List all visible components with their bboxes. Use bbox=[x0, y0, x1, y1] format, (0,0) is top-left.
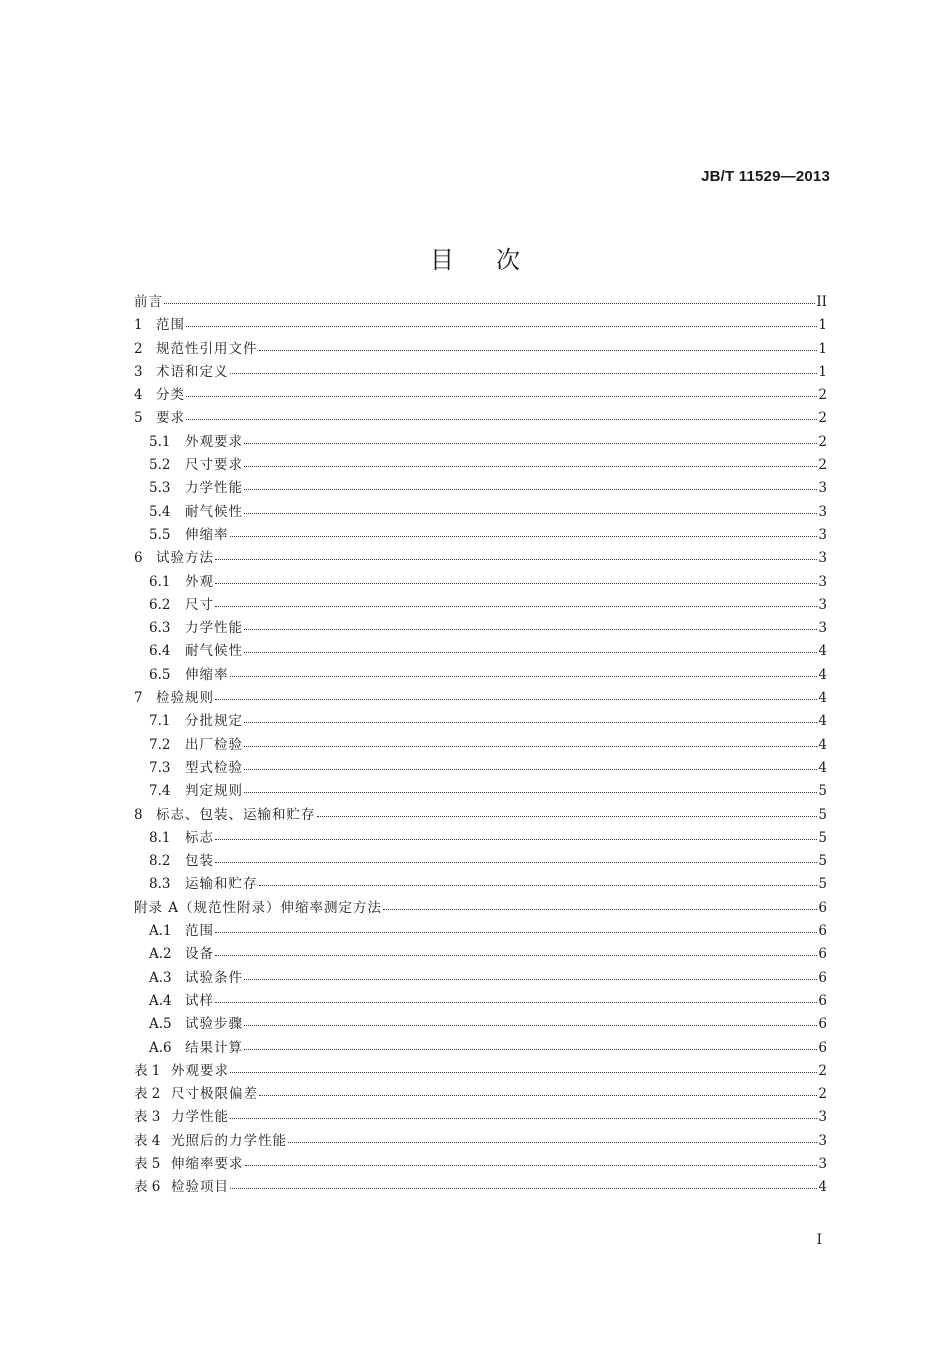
toc-leader-dots bbox=[164, 303, 815, 304]
toc-entry-number: 7.2 bbox=[149, 736, 171, 753]
toc-entry-page: 3 bbox=[818, 1109, 827, 1126]
toc-entry-label: 试验条件 bbox=[185, 969, 243, 986]
toc-entry[interactable] bbox=[134, 804, 827, 827]
toc-entry[interactable] bbox=[134, 338, 827, 361]
toc-entry-label: 外观要求 bbox=[185, 433, 243, 450]
toc-entry-page: 3 bbox=[818, 1155, 827, 1172]
toc-leader-dots bbox=[230, 373, 818, 374]
toc-entry-page: 4 bbox=[818, 1179, 827, 1196]
toc-leader-dots bbox=[259, 885, 818, 886]
toc-entry-page: 3 bbox=[818, 1132, 827, 1149]
toc-entry-page: 2 bbox=[818, 387, 827, 404]
toc-title: 目次 bbox=[430, 246, 562, 274]
toc-entry[interactable] bbox=[134, 1083, 827, 1106]
toc-entry[interactable] bbox=[134, 384, 827, 407]
toc-entry-number: 2 bbox=[134, 340, 143, 357]
toc-entry[interactable] bbox=[134, 990, 827, 1013]
toc-entry-page: 3 bbox=[818, 596, 827, 613]
toc-entry-label: 检验项目 bbox=[171, 1179, 229, 1196]
toc-entry-label: 运输和贮存 bbox=[185, 876, 258, 893]
toc-entry-label: 范围 bbox=[156, 317, 185, 334]
toc-entry-number: 6.5 bbox=[149, 666, 171, 683]
toc-entry-label: 检验规则 bbox=[156, 690, 214, 707]
toc-leader-dots bbox=[244, 489, 817, 490]
toc-entry[interactable] bbox=[134, 664, 827, 687]
toc-entry-number: 表 2 bbox=[134, 1086, 161, 1103]
toc-leader-dots bbox=[186, 396, 817, 397]
toc-entry-number: A.5 bbox=[149, 1016, 172, 1033]
toc-entry-label: 附录 A（规范性附录）伸缩率测定方法 bbox=[134, 899, 383, 916]
toc-entry-label: 尺寸 bbox=[185, 596, 214, 613]
toc-leader-dots bbox=[215, 559, 817, 560]
toc-entry-number: 8.1 bbox=[149, 829, 171, 846]
toc-entry-number: 7.1 bbox=[149, 713, 171, 730]
toc-entry[interactable] bbox=[134, 1013, 827, 1036]
toc-entry-label: 试样 bbox=[185, 992, 214, 1009]
toc-entry-page: 6 bbox=[818, 992, 827, 1009]
toc-entry-page: 4 bbox=[818, 713, 827, 730]
toc-entry-page: 6 bbox=[818, 923, 827, 940]
toc-entry[interactable] bbox=[134, 524, 827, 547]
toc-entry[interactable] bbox=[134, 547, 827, 570]
toc-entry-page: 3 bbox=[818, 620, 827, 637]
toc-entry[interactable] bbox=[134, 1176, 827, 1199]
toc-entry-page: 5 bbox=[818, 783, 827, 800]
toc-entry-number: A.4 bbox=[149, 992, 172, 1009]
toc-entry[interactable] bbox=[134, 827, 827, 850]
toc-entry[interactable] bbox=[134, 780, 827, 803]
toc-entry[interactable] bbox=[134, 407, 827, 430]
toc-entry[interactable] bbox=[134, 431, 827, 454]
toc-leader-dots bbox=[215, 606, 817, 607]
toc-entry-page: 5 bbox=[818, 829, 827, 846]
toc-leader-dots bbox=[317, 816, 818, 817]
table-of-contents bbox=[134, 291, 827, 1200]
toc-entry-label: 规范性引用文件 bbox=[156, 340, 258, 357]
toc-entry-number: 5.5 bbox=[149, 526, 171, 543]
toc-entry-number: 8 bbox=[134, 806, 143, 823]
toc-entry-label: 出厂检验 bbox=[185, 736, 243, 753]
toc-entry[interactable] bbox=[134, 943, 827, 966]
toc-entry-page: 2 bbox=[818, 410, 827, 427]
toc-entry-page: 3 bbox=[818, 550, 827, 567]
toc-entry-page: 3 bbox=[818, 480, 827, 497]
toc-leader-dots bbox=[230, 676, 818, 677]
toc-entry-label: 设备 bbox=[185, 946, 214, 963]
toc-leader-dots bbox=[244, 1049, 817, 1050]
toc-entry-number: A.6 bbox=[149, 1039, 172, 1056]
toc-entry-label: 分类 bbox=[156, 387, 185, 404]
toc-entry-number: 3 bbox=[134, 363, 143, 380]
toc-entry[interactable] bbox=[134, 920, 827, 943]
toc-entry[interactable] bbox=[134, 734, 827, 757]
toc-entry[interactable] bbox=[134, 897, 827, 920]
toc-entry-label: 耐气候性 bbox=[185, 503, 243, 520]
toc-entry-page: 2 bbox=[818, 1062, 827, 1079]
toc-entry-label: 结果计算 bbox=[185, 1039, 243, 1056]
toc-entry-page: 3 bbox=[818, 526, 827, 543]
toc-leader-dots bbox=[244, 792, 817, 793]
toc-entry-label: 力学性能 bbox=[185, 480, 243, 497]
toc-entry-number: 5 bbox=[134, 410, 143, 427]
toc-leader-dots bbox=[383, 909, 817, 910]
toc-entry[interactable] bbox=[134, 687, 827, 710]
toc-entry-number: 5.4 bbox=[149, 503, 171, 520]
toc-entry[interactable] bbox=[134, 1106, 827, 1129]
toc-entry[interactable] bbox=[134, 291, 827, 314]
toc-leader-dots bbox=[244, 652, 817, 653]
toc-entry[interactable] bbox=[134, 477, 827, 500]
toc-entry-number: 6.1 bbox=[149, 573, 171, 590]
toc-entry[interactable] bbox=[134, 710, 827, 733]
toc-leader-dots bbox=[230, 1072, 817, 1073]
toc-entry-number: 8.3 bbox=[149, 876, 171, 893]
toc-entry[interactable] bbox=[134, 1037, 827, 1060]
toc-entry-label: 伸缩率 bbox=[185, 526, 229, 543]
toc-leader-dots bbox=[244, 979, 817, 980]
toc-entry-page: 6 bbox=[818, 1039, 827, 1056]
toc-entry-label: 外观要求 bbox=[171, 1062, 229, 1079]
toc-entry-label: 外观 bbox=[185, 573, 214, 590]
toc-entry-number: A.1 bbox=[149, 923, 172, 940]
toc-entry-number: 表 6 bbox=[134, 1179, 161, 1196]
toc-leader-dots bbox=[259, 350, 818, 351]
toc-leader-dots bbox=[186, 326, 817, 327]
toc-leader-dots bbox=[186, 419, 817, 420]
toc-entry-label: 力学性能 bbox=[185, 620, 243, 637]
toc-entry-label: 耐气候性 bbox=[185, 643, 243, 660]
toc-leader-dots bbox=[215, 583, 817, 584]
toc-entry-number: 4 bbox=[134, 387, 143, 404]
toc-entry[interactable] bbox=[134, 757, 827, 780]
toc-entry-page: 4 bbox=[818, 736, 827, 753]
toc-entry-number: 表 5 bbox=[134, 1155, 161, 1172]
toc-entry-number: A.3 bbox=[149, 969, 172, 986]
page-number: I bbox=[816, 1232, 822, 1248]
toc-entry-label: 型式检验 bbox=[185, 759, 243, 776]
toc-entry-number: 5.2 bbox=[149, 457, 171, 474]
toc-leader-dots bbox=[244, 629, 817, 630]
toc-entry-page: 1 bbox=[818, 363, 827, 380]
toc-leader-dots bbox=[215, 839, 817, 840]
toc-entry-label: 范围 bbox=[185, 923, 214, 940]
toc-entry-number: 7 bbox=[134, 690, 143, 707]
toc-entry-page: II bbox=[816, 294, 827, 310]
toc-leader-dots bbox=[215, 932, 817, 933]
toc-entry-number: 5.1 bbox=[149, 433, 171, 450]
toc-entry[interactable] bbox=[134, 501, 827, 524]
toc-entry-label: 分批规定 bbox=[185, 713, 243, 730]
toc-entry-page: 5 bbox=[818, 853, 827, 870]
toc-entry-number: 1 bbox=[134, 317, 143, 334]
toc-entry-label: 要求 bbox=[156, 410, 185, 427]
toc-entry-number: 7.3 bbox=[149, 759, 171, 776]
toc-entry[interactable] bbox=[134, 1153, 827, 1176]
toc-entry-page: 1 bbox=[818, 317, 827, 334]
toc-entry-page: 4 bbox=[818, 643, 827, 660]
toc-entry-page: 1 bbox=[818, 340, 827, 357]
toc-entry-number: 7.4 bbox=[149, 783, 171, 800]
toc-entry-page: 4 bbox=[818, 690, 827, 707]
toc-entry[interactable] bbox=[134, 314, 827, 337]
toc-entry-number: 6.3 bbox=[149, 620, 171, 637]
toc-leader-dots bbox=[244, 513, 817, 514]
toc-entry-number: 5.3 bbox=[149, 480, 171, 497]
toc-entry-label: 试验步骤 bbox=[185, 1016, 243, 1033]
toc-entry-number: 表 3 bbox=[134, 1109, 161, 1126]
toc-entry[interactable] bbox=[134, 454, 827, 477]
toc-entry-page: 2 bbox=[818, 1086, 827, 1103]
toc-entry[interactable] bbox=[134, 361, 827, 384]
toc-leader-dots bbox=[215, 699, 817, 700]
toc-entry-page: 2 bbox=[818, 457, 827, 474]
toc-entry[interactable] bbox=[134, 873, 827, 896]
toc-entry-number: A.2 bbox=[149, 946, 172, 963]
toc-entry-number: 6.4 bbox=[149, 643, 171, 660]
toc-entry-page: 2 bbox=[818, 433, 827, 450]
toc-leader-dots bbox=[245, 1165, 818, 1166]
toc-leader-dots bbox=[215, 862, 817, 863]
toc-entry-page: 5 bbox=[818, 876, 827, 893]
toc-leader-dots bbox=[288, 1142, 817, 1143]
toc-entry[interactable] bbox=[134, 1060, 827, 1083]
toc-entry-label: 尺寸极限偏差 bbox=[171, 1086, 258, 1103]
toc-leader-dots bbox=[259, 1095, 817, 1096]
toc-entry-number: 6.2 bbox=[149, 596, 171, 613]
toc-entry[interactable] bbox=[134, 850, 827, 873]
toc-entry-number: 表 1 bbox=[134, 1062, 161, 1079]
toc-leader-dots bbox=[244, 466, 817, 467]
toc-leader-dots bbox=[244, 1025, 817, 1026]
toc-leader-dots bbox=[215, 1002, 817, 1003]
toc-entry-label: 判定规则 bbox=[185, 783, 243, 800]
toc-entry[interactable] bbox=[134, 617, 827, 640]
toc-entry-page: 5 bbox=[818, 806, 827, 823]
toc-entry-label: 尺寸要求 bbox=[185, 457, 243, 474]
toc-entry-number: 8.2 bbox=[149, 853, 171, 870]
toc-entry-number: 表 4 bbox=[134, 1132, 161, 1149]
toc-leader-dots bbox=[244, 722, 817, 723]
toc-entry-label: 标志 bbox=[185, 829, 214, 846]
toc-entry-page: 4 bbox=[818, 666, 827, 683]
toc-entry-label: 力学性能 bbox=[171, 1109, 229, 1126]
toc-entry[interactable] bbox=[134, 571, 827, 594]
toc-entry-number: 6 bbox=[134, 550, 143, 567]
toc-entry-page: 6 bbox=[818, 969, 827, 986]
toc-entry[interactable] bbox=[134, 967, 827, 990]
toc-leader-dots bbox=[230, 1188, 817, 1189]
toc-leader-dots bbox=[244, 746, 817, 747]
toc-entry-label: 标志、包装、运输和贮存 bbox=[156, 806, 316, 823]
toc-entry-page: 3 bbox=[818, 503, 827, 520]
toc-entry-label: 伸缩率要求 bbox=[171, 1155, 244, 1172]
toc-entry[interactable] bbox=[134, 594, 827, 617]
toc-entry-page: 6 bbox=[818, 899, 827, 916]
toc-leader-dots bbox=[230, 536, 818, 537]
toc-entry-page: 6 bbox=[818, 1016, 827, 1033]
toc-entry-label: 术语和定义 bbox=[156, 363, 229, 380]
toc-entry-label: 试验方法 bbox=[156, 550, 214, 567]
toc-leader-dots bbox=[215, 955, 817, 956]
document-code: JB/T 11529—2013 bbox=[701, 168, 830, 185]
toc-entry[interactable] bbox=[134, 640, 827, 663]
toc-entry-label: 伸缩率 bbox=[185, 666, 229, 683]
toc-entry-page: 6 bbox=[818, 946, 827, 963]
toc-leader-dots bbox=[230, 1118, 817, 1119]
toc-entry-page: 4 bbox=[818, 759, 827, 776]
toc-entry-page: 3 bbox=[818, 573, 827, 590]
toc-entry-label: 前言 bbox=[134, 294, 163, 310]
toc-leader-dots bbox=[244, 443, 817, 444]
toc-entry-label: 光照后的力学性能 bbox=[171, 1132, 287, 1149]
toc-leader-dots bbox=[244, 769, 817, 770]
toc-entry-label: 包装 bbox=[185, 853, 214, 870]
toc-entry[interactable] bbox=[134, 1130, 827, 1153]
